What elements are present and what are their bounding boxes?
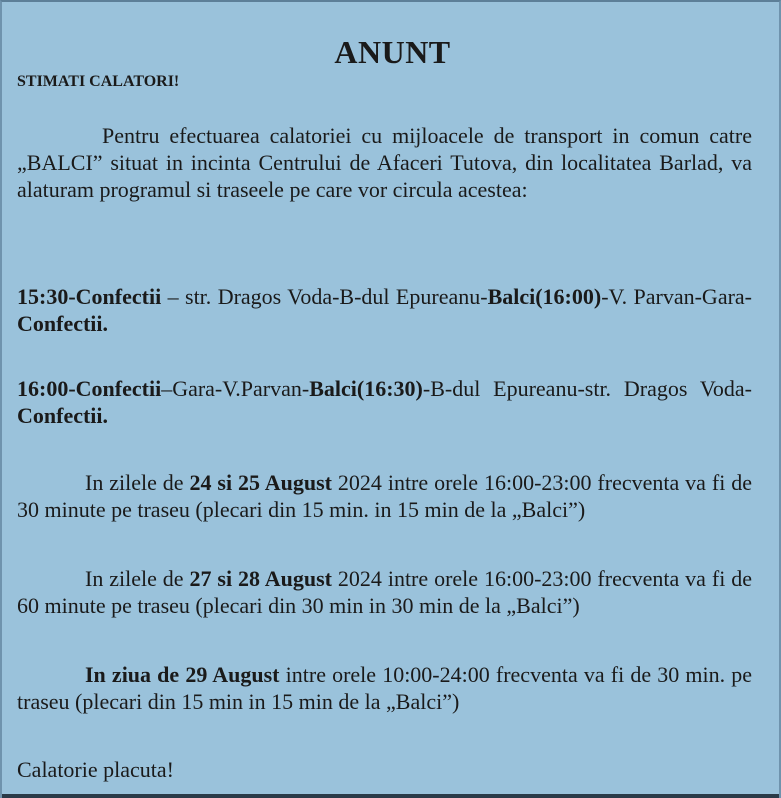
schedule-3-text <box>17 661 752 715</box>
schedule-3-days: In ziua de 29 August <box>85 662 280 687</box>
route-2-stop: Balci(16:30) <box>309 376 423 401</box>
schedule-2-text <box>17 565 752 619</box>
schedule-1-text <box>17 469 752 523</box>
schedule-3-post: intre orele 10:00-24:00 frecventa va fi de 30 min. pe traseu (plecari din 15 min in 15 min de la „Balci”) <box>17 662 752 714</box>
schedule-2-days: 27 si 28 August <box>189 566 332 591</box>
notice-greeting: STIMATI CALATORI! <box>17 73 180 90</box>
schedule-3 <box>17 661 752 715</box>
schedule-2 <box>17 565 752 619</box>
intro-paragraph <box>17 122 752 203</box>
route-1-part1: – str. Dragos Voda-B-dul Epureanu- <box>161 284 488 309</box>
schedule-1 <box>17 469 752 523</box>
closing-text: Calatorie placuta! <box>17 757 174 782</box>
route-2-part1: –Gara-V.Parvan- <box>161 376 310 401</box>
route-2-end: Confectii. <box>17 403 109 428</box>
route-1-start: 15:30-Confectii <box>17 284 162 309</box>
schedule-1-days: 24 si 25 August <box>189 470 332 495</box>
schedule-2-post: 2024 intre orele 16:00-23:00 frecventa va fi de 60 minute pe traseu (plecari din 30 min in 30 min de la „Balci”) <box>17 566 752 618</box>
route-2-part2: -B-dul Epureanu-str. Dragos Voda- <box>422 376 752 401</box>
schedule-1-post: 2024 intre orele 16:00-23:00 frecventa va fi de 30 minute pe traseu (plecari din 15 min. in 15 min de la „Balci”) <box>17 470 752 522</box>
schedule-1-pre: In zilele de <box>85 470 190 495</box>
route-1-end: Confectii. <box>17 311 109 336</box>
route-1-text <box>17 283 752 337</box>
route-1-part2: -V. Parvan-Gara- <box>601 284 752 309</box>
route-1-stop: Balci(16:00) <box>487 284 602 309</box>
notice-title: ANUNT <box>334 34 451 70</box>
intro-text: Pentru efectuarea calatoriei cu mijloacele de transport in comun catre „BALCI” situat in incinta Centrului de Afaceri Tutova, din localitatea Barlad, va alaturam programul si traseele pe care vor circula acestea: <box>17 123 752 202</box>
schedule-2-pre: In zilele de <box>85 566 190 591</box>
route-1 <box>17 283 752 337</box>
route-2-text <box>17 375 752 429</box>
route-2-start: 16:00-Confectii <box>17 376 162 401</box>
route-2 <box>17 375 752 429</box>
